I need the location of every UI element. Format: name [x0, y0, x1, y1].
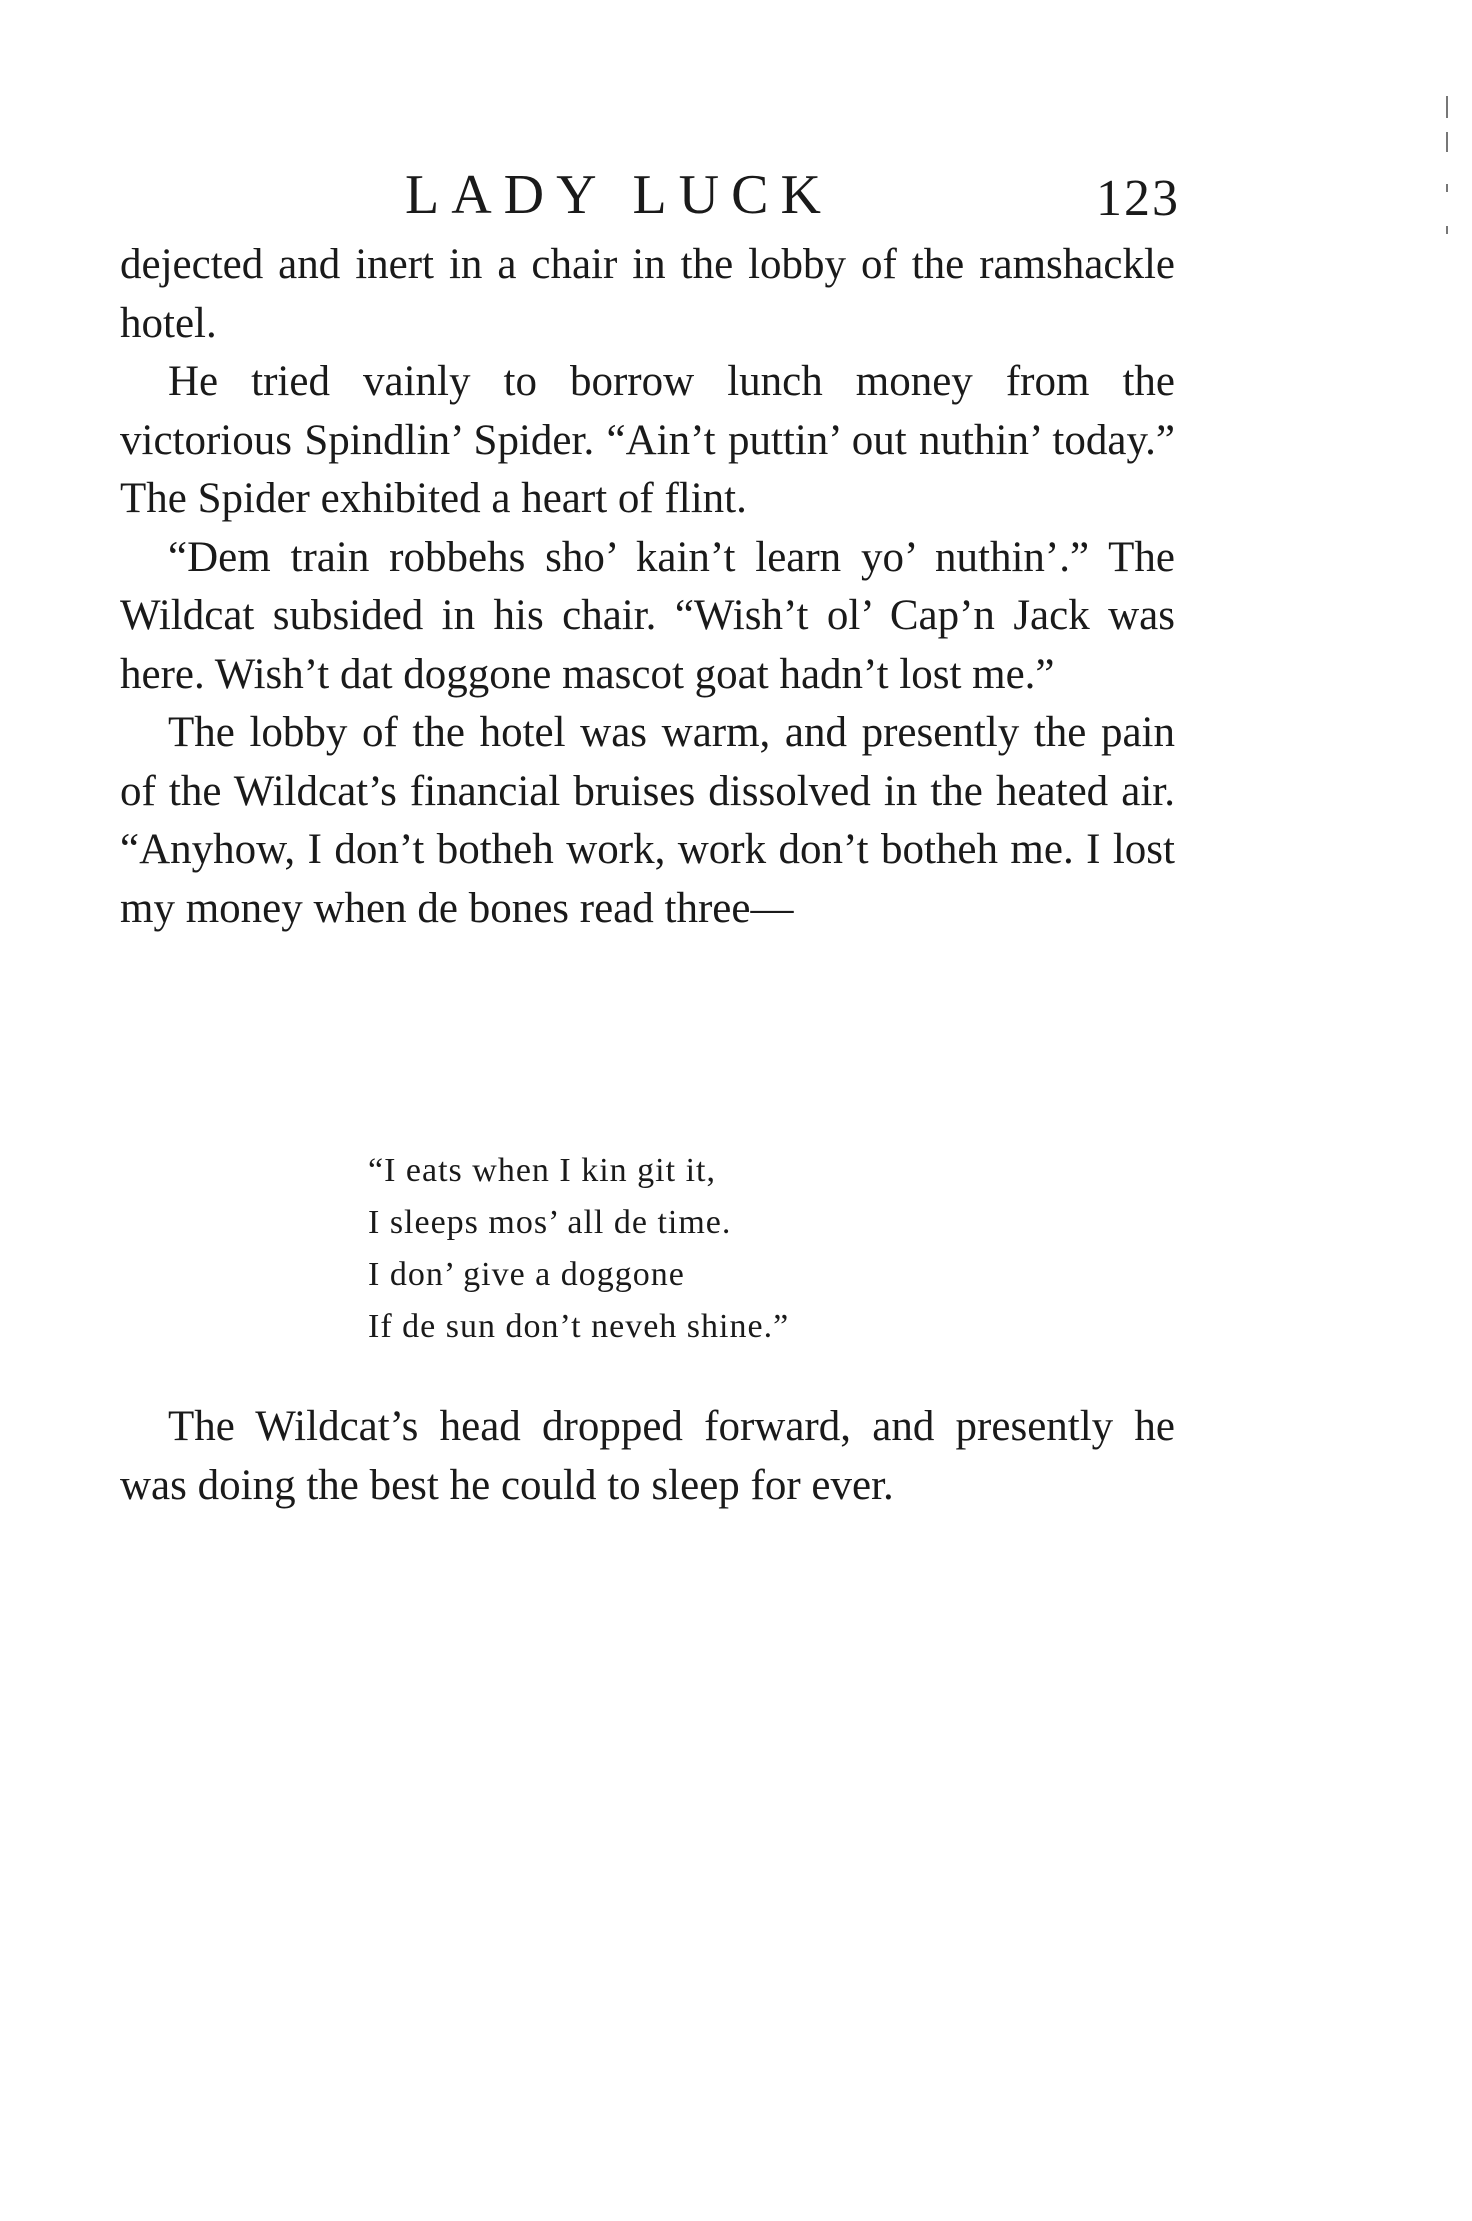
body-text — [120, 236, 1175, 938]
edge-mark — [1446, 132, 1448, 152]
page-number: 123 — [1096, 170, 1180, 227]
running-head — [120, 160, 1180, 230]
verse-line: I sleeps mos’ all de time. — [368, 1204, 732, 1241]
paragraph-train-robbers: “Dem train robbehs sho’ kain’t learn yo’ nuthin’.” The Wildcat subsided in his chair. “Wish’t ol’ Cap’n Jack was here. Wish’t dat doggone mascot goat hadn’t lost me.” — [120, 533, 1175, 698]
edge-mark — [1446, 226, 1448, 234]
paragraph-continuation: dejected and inert in a chair in the lobby of the ramshackle hotel. — [120, 241, 1175, 347]
closing-text — [120, 1398, 1175, 1515]
verse-block — [368, 1145, 789, 1353]
edge-mark — [1446, 96, 1448, 118]
verse-line: I don’ give a doggone — [368, 1256, 685, 1293]
verse-line: “I eats when I kin git it, — [368, 1152, 716, 1189]
paragraph-closing: The Wildcat’s head dropped forward, and presently he was doing the best he could to sleep for ever. — [120, 1403, 1175, 1509]
edge-mark — [1446, 184, 1448, 192]
paragraph-lunch-money: He tried vainly to borrow lunch money from the victorious Spindlin’ Spider. “Ain’t puttin’ out nuthin’ today.” The Spider exhibited a heart of flint. — [120, 358, 1175, 522]
paragraph-hotel-lobby: The lobby of the hotel was warm, and presently the pain of the Wildcat’s financial bruises dissolved in the heated air. “Anyhow, I don’t botheh work, work don’t botheh me. I lost my money when de bones read three— — [120, 709, 1175, 932]
page-edge-marks — [1446, 96, 1450, 276]
running-title: LADY LUCK — [405, 164, 833, 226]
verse-line: If de sun don’t neveh shine.” — [368, 1308, 790, 1345]
